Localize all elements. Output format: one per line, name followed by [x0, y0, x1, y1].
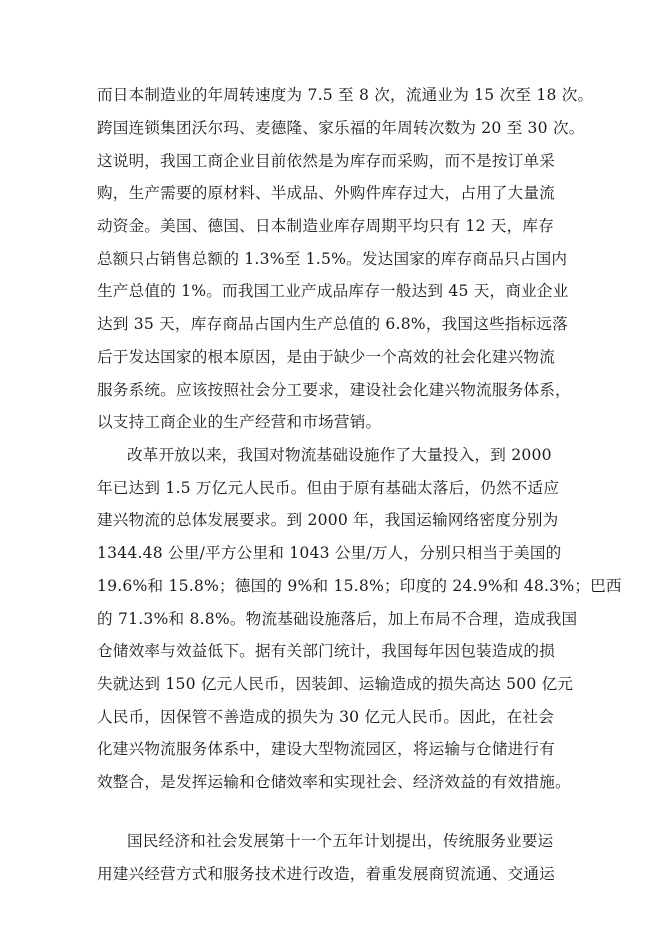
text-line: 效整合，是发挥运输和仓储效率和实现社会、经济效益的有效措施。 [97, 773, 571, 791]
text-line: 动资金。美国、德国、日本制造业库存周期平均只有 12 天，库存 [97, 217, 554, 235]
text-line: 仓储效率与效益低下。据有关部门统计，我国每年因包装造成的损 [97, 642, 556, 660]
text-line: 改革开放以来，我国对物流基础设施作了大量投入，到 2000 [127, 446, 552, 464]
text-line: 化建兴物流服务体系中，建设大型物流园区，将运输与仓储进行有 [97, 740, 556, 758]
text-line: 而日本制造业的年周转速度为 7.5 至 8 次，流通业为 15 次至 18 次。 [97, 86, 594, 104]
text-line: 的 71.3%和 8.8%。物流基础设施落后，加上布局不合理，造成我国 [97, 610, 578, 628]
text-line: 建兴物流的总体发展要求。到 2000 年，我国运输网络密度分别为 [97, 511, 559, 529]
text-line: 后于发达国家的根本原因，是由于缺少一个高效的社会化建兴物流 [97, 348, 556, 366]
text-line: 购，生产需要的原材料、半成品、外购件库存过大，占用了大量流 [97, 184, 556, 202]
text-line: 年已达到 1.5 万亿元人民币。但由于原有基础太落后，仍然不适应 [97, 479, 560, 497]
text-line: 人民币，因保管不善造成的损失为 30 亿元人民币。因此，在社会 [97, 708, 554, 726]
text-line: 达到 35 天，库存商品占国内生产总值的 6.8%，我国这些指标远落 [97, 315, 568, 333]
text-line: 用建兴经营方式和服务技术进行改造，着重发展商贸流通、交通运 [97, 865, 556, 883]
text-line: 生产总值的 1%。而我国工业产成品库存一般达到 45 天，商业企业 [97, 282, 569, 300]
text-line: 1344.48 公里/平方公里和 1043 公里/万人，分别只相当于美国的 [97, 544, 562, 562]
text-line: 这说明，我国工商企业目前依然是为库存而采购，而不是按订单采 [97, 152, 556, 170]
text-line: 以支持工商企业的生产经营和市场营销。 [97, 413, 382, 431]
text-line: 19.6%和 15.8%；德国的 9%和 15.8%；印度的 24.9%和 48.3%；巴西 [97, 577, 622, 595]
text-line: 国民经济和社会发展第十一个五年计划提出，传统服务业要运 [127, 832, 554, 850]
text-line: 服务系统。应该按照社会分工要求，建设社会化建兴物流服务体系， [97, 381, 571, 399]
text-line: 总额只占销售总额的 1.3%至 1.5%。发达国家的库存商品只占国内 [97, 250, 568, 268]
text-line: 失就达到 150 亿元人民币，因装卸、运输造成的损失高达 500 亿元 [97, 675, 574, 693]
text-line: 跨国连锁集团沃尔玛、麦德隆、家乐福的年周转次数为 20 至 30 次。 [97, 119, 585, 137]
